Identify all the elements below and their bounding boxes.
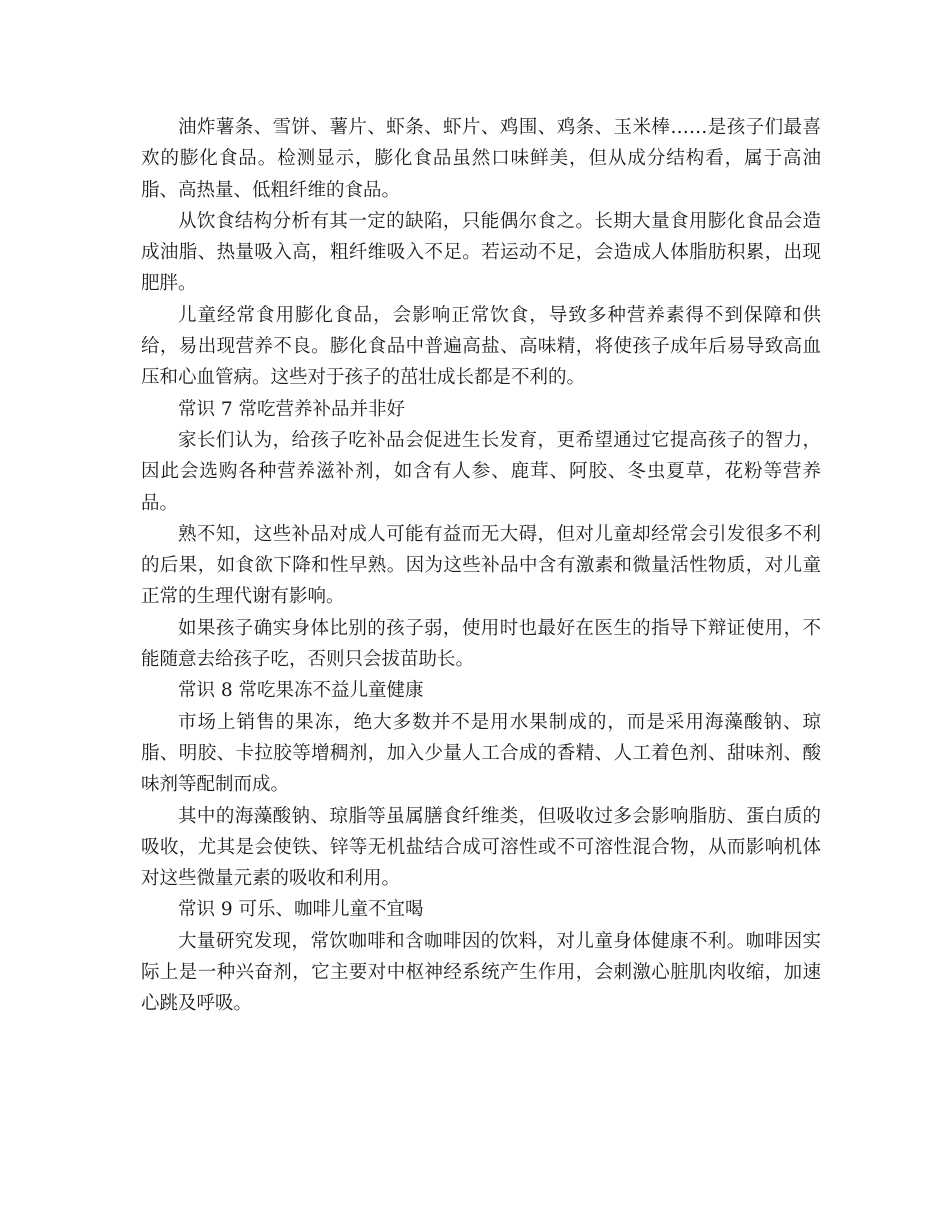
paragraph-puffed-food-intro: 油炸薯条、雪饼、薯片、虾条、虾片、鸡围、鸡条、玉米棒……是孩子们最喜欢的膨化食品。检测显示，膨化食品虽然口味鲜美，但从成分结构看，属于高油脂、高热量、低粗纤维的食品。	[141, 117, 821, 201]
paragraph-jelly-absorption: 其中的海藻酸钠、琼脂等虽属膳食纤维类，但吸收过多会影响脂肪、蛋白质的吸收，尤其是会使铁、锌等无机盐结合成可溶性或不可溶性混合物，从而影响机体对这些微量元素的吸收和利用。	[141, 805, 821, 890]
paragraph-supplements-parents: 家长们认为，给孩子吃补品会促进生长发育，更希望通过它提高孩子的智力，因此会选购各种营养滋补剂，如含有人参、鹿茸、阿胶、冬虫夏草，花粉等营养品。	[141, 429, 821, 514]
paragraph-supplements-risks: 熟不知，这些补品对成人可能有益而无大碍，但对儿童却经常会引发很多不利的后果，如食欲下降和性早熟。因为这些补品中含有激素和微量活性物质，对儿童正常的生理代谢有影响。	[141, 523, 821, 608]
paragraph-children-health: 儿童经常食用膨化食品，会影响正常饮食，导致多种营养素得不到保障和供给，易出现营养不良。膨化食品中普遍高盐、高味精，将使孩子成年后易导致高血压和心血管病。这些对于孩子的茁壮成长都是不利的。	[141, 304, 821, 389]
paragraph-caffeine: 大量研究发现，常饮咖啡和含咖啡因的饮料，对儿童身体健康不利。咖啡因实际上是一种兴奋剂，它主要对中枢神经系统产生作用，会刺激心脏肌肉收缩，加速心跳及呼吸。	[141, 930, 821, 1015]
section-heading-8: 常识 8 常吃果冻不益儿童健康	[178, 680, 424, 702]
document-body	[141, 112, 821, 1020]
section-heading-9: 常识 9 可乐、咖啡儿童不宜喝	[178, 899, 424, 921]
paragraph-supplements-advice: 如果孩子确实身体比别的孩子弱，使用时也最好在医生的指导下辩证使用，不能随意去给孩子吃，否则只会拔苗助长。	[141, 617, 821, 671]
paragraph-diet-structure: 从饮食结构分析有其一定的缺陷，只能偶尔食之。长期大量食用膨化食品会造成油脂、热量吸入高，粗纤维吸入不足。若运动不足，会造成人体脂肪积累，出现肥胖。	[141, 210, 821, 295]
paragraph-jelly-ingredients: 市场上销售的果冻，绝大多数并不是用水果制成的，而是采用海藻酸钠、琼脂、明胶、卡拉胶等增稠剂，加入少量人工合成的香精、人工着色剂、甜味剂、酸味剂等配制而成。	[141, 711, 821, 796]
section-heading-7: 常识 7 常吃营养补品并非好	[178, 398, 406, 420]
